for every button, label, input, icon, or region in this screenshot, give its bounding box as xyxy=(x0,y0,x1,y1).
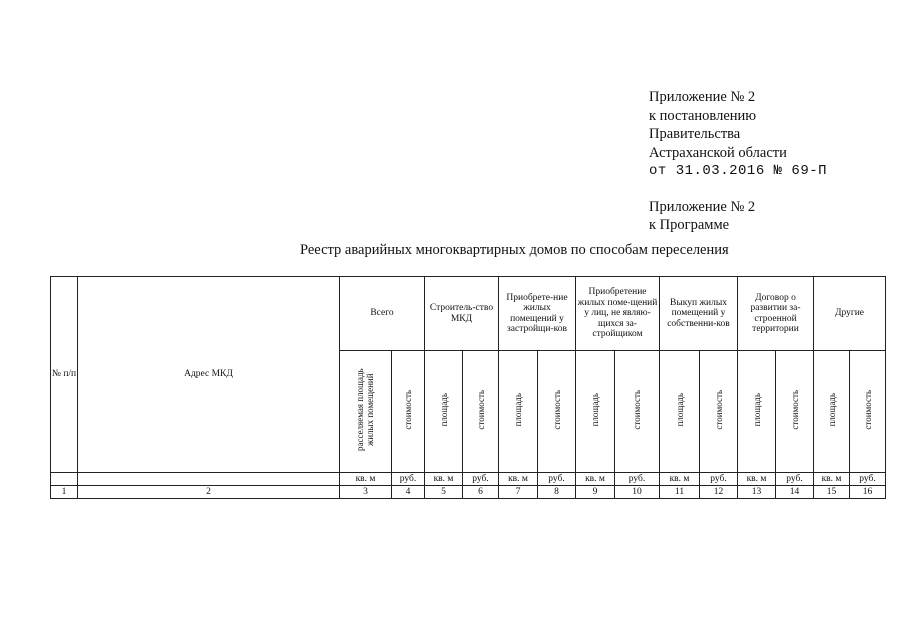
column-number: 11 xyxy=(660,486,700,499)
header-sub-cost: стоимость xyxy=(713,389,724,430)
unit-area: кв. м xyxy=(738,473,776,486)
column-number: 6 xyxy=(463,486,499,499)
column-numbers-row xyxy=(51,486,886,499)
header-sub-cost: стоимость xyxy=(789,389,800,430)
header-sub-cell xyxy=(615,351,660,473)
header-sub-cell xyxy=(814,351,850,473)
header-num: № п/п xyxy=(51,277,78,473)
header-sub-cell xyxy=(660,351,700,473)
unit-cost: руб. xyxy=(538,473,576,486)
column-number: 7 xyxy=(499,486,538,499)
spacer xyxy=(649,181,827,198)
column-number: 13 xyxy=(738,486,776,499)
column-number: 16 xyxy=(850,486,886,499)
units-cell-empty xyxy=(78,473,340,486)
unit-cost: руб. xyxy=(463,473,499,486)
header-group: Другие xyxy=(814,277,886,351)
unit-area: кв. м xyxy=(425,473,463,486)
header-sub-area: площадь xyxy=(438,393,449,427)
column-number: 8 xyxy=(538,486,576,499)
header-sub-cell xyxy=(576,351,615,473)
header-sub-area: площадь xyxy=(674,393,685,427)
header-sub-area: площадь xyxy=(513,393,523,427)
appendix-block xyxy=(649,88,827,235)
header-group: Всего xyxy=(340,277,425,351)
header-sub-cost: стоимость xyxy=(862,389,873,430)
column-number: 2 xyxy=(78,486,340,499)
appendix-line: Астраханской области xyxy=(649,144,787,161)
unit-area: кв. м xyxy=(340,473,392,486)
unit-cost: руб. xyxy=(776,473,814,486)
header-address: Адрес МКД xyxy=(78,277,340,473)
column-number: 3 xyxy=(340,486,392,499)
appendix-line: Приложение № 2 xyxy=(649,89,756,105)
header-sub-cost: стоимость xyxy=(403,389,413,430)
column-number: 5 xyxy=(425,486,463,499)
header-group: Выкуп жилых помещений у собственни-ков xyxy=(660,277,738,351)
header-row-groups xyxy=(51,277,886,351)
unit-cost: руб. xyxy=(850,473,886,486)
header-group: Приобретение жилых поме-щений у лиц, не являю-щихся за-стройщиком xyxy=(576,277,660,351)
appendix-date-line: от 31.03.2016 № 69-П xyxy=(649,163,828,179)
header-sub-cell xyxy=(850,351,886,473)
unit-area: кв. м xyxy=(660,473,700,486)
unit-cost: руб. xyxy=(392,473,425,486)
unit-area: кв. м xyxy=(499,473,538,486)
document-title: Реестр аварийных многоквартирных домов по способам переселения xyxy=(300,242,729,258)
program-line: Приложение № 2 xyxy=(649,198,756,215)
header-sub-cell xyxy=(700,351,738,473)
units-cell-empty xyxy=(51,473,78,486)
column-number: 12 xyxy=(700,486,738,499)
unit-cost: руб. xyxy=(615,473,660,486)
units-row xyxy=(51,473,886,486)
unit-area: кв. м xyxy=(814,473,850,486)
header-sub-cell xyxy=(738,351,776,473)
header-group: Договор о развитии за-строенной территории xyxy=(738,277,814,351)
registry-table xyxy=(50,276,886,499)
header-group: Приобрете-ние жилых помещений у застройщи-ков xyxy=(499,277,576,351)
header-sub-resettled-area: расселяемая площадь жилых помещений xyxy=(354,368,375,452)
header-sub-cell xyxy=(776,351,814,473)
header-sub-cell xyxy=(463,351,499,473)
column-number: 1 xyxy=(51,486,78,499)
column-number: 9 xyxy=(576,486,615,499)
column-number: 4 xyxy=(392,486,425,499)
appendix-line: Правительства xyxy=(649,126,741,142)
header-sub-cost: стоимость xyxy=(632,389,642,430)
header-sub-cell xyxy=(425,351,463,473)
header-sub-area: площадь xyxy=(590,393,600,427)
column-number: 10 xyxy=(615,486,660,499)
column-number: 14 xyxy=(776,486,814,499)
header-sub-cell xyxy=(499,351,538,473)
header-sub-area: площадь xyxy=(826,393,837,427)
header-sub-area: площадь xyxy=(751,393,762,427)
appendix-line: к постановлению xyxy=(649,107,757,124)
header-group: Строитель-ство МКД xyxy=(425,277,499,351)
column-number: 15 xyxy=(814,486,850,499)
unit-cost: руб. xyxy=(700,473,738,486)
header-sub-cell xyxy=(538,351,576,473)
program-line: к Программе xyxy=(649,217,730,233)
header-sub-cell xyxy=(340,351,392,473)
header-sub-cost: стоимость xyxy=(551,389,562,430)
header-sub-cost: стоимость xyxy=(475,389,486,430)
unit-area: кв. м xyxy=(576,473,615,486)
header-sub-cell xyxy=(392,351,425,473)
